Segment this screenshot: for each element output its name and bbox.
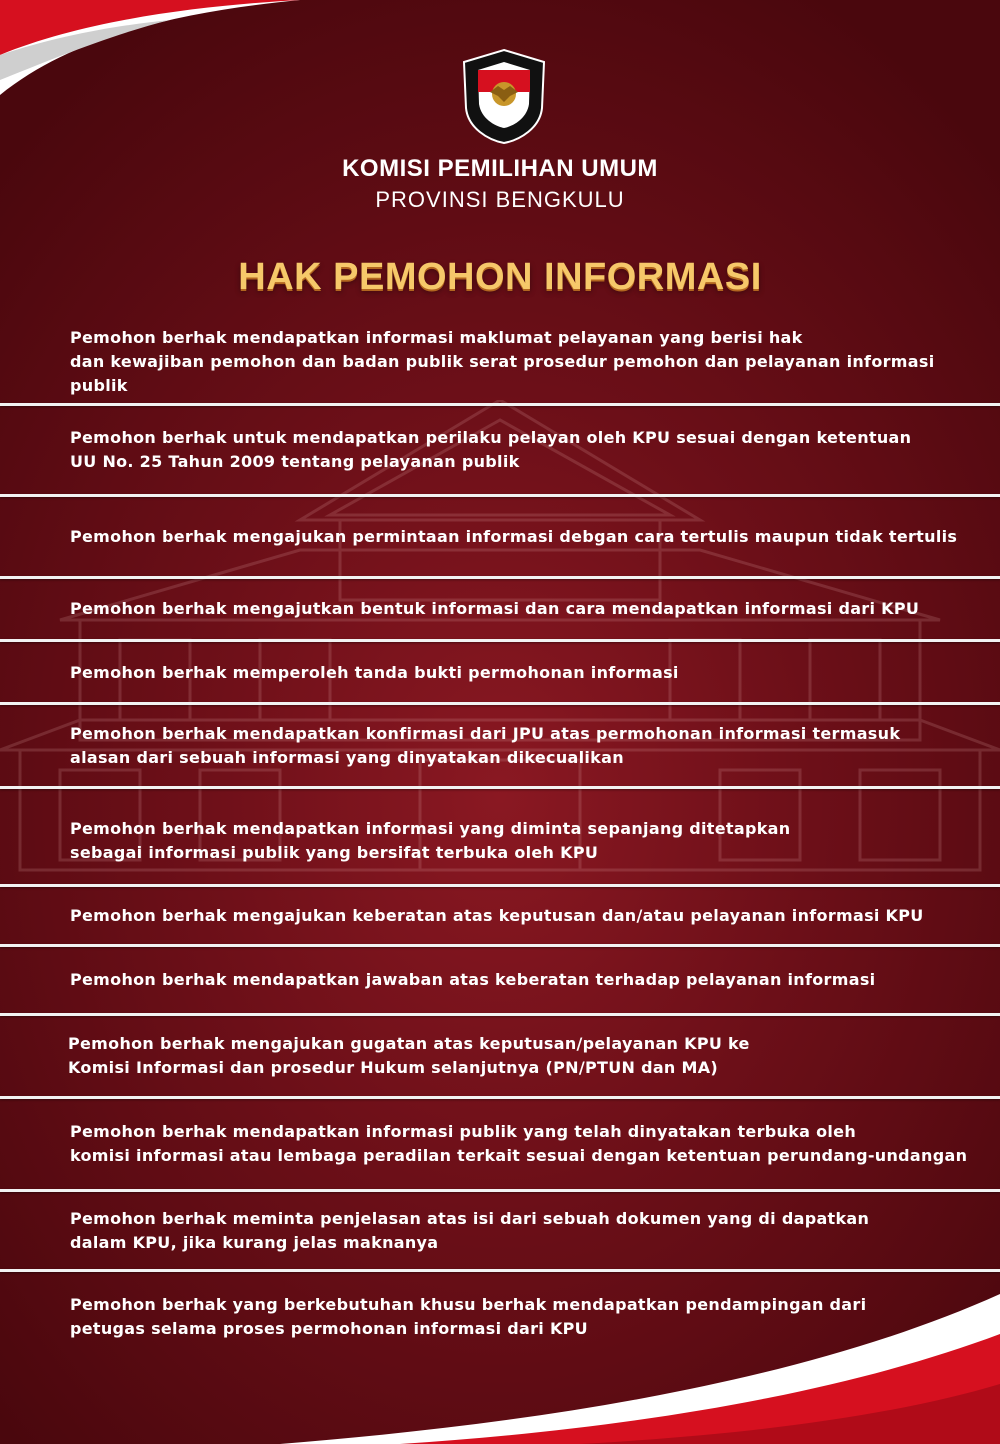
org-subtitle: PROVINSI BENGKULU — [375, 187, 625, 212]
right-text: Pemohon berhak mengajukan permintaan informasi debgan cara tertulis maupun tidak tertulis — [70, 526, 958, 546]
right-item-12 — [0, 1193, 1000, 1269]
right-text: Pemohon berhak mendapatkan informasi publik yang telah dinyatakan terbuka oleh komisi informasi atau lembaga peradilan terkait sesuai dengan ketentuan perundang-undangan — [70, 1122, 968, 1165]
right-text: Pemohon berhak mendapatkan informasi yang diminta sepanjang ditetapkan sebagai informasi publik yang bersifat terbuka oleh KPU — [70, 819, 791, 862]
right-item-4 — [0, 580, 1000, 638]
divider — [0, 1096, 1000, 1099]
divider — [0, 1013, 1000, 1016]
right-item-7 — [0, 800, 1000, 882]
right-text: Pemohon berhak mendapatkan jawaban atas keberatan terhadap pelayanan informasi — [70, 970, 876, 989]
divider — [0, 786, 1000, 789]
right-item-10 — [0, 1017, 1000, 1095]
right-item-5 — [0, 643, 1000, 702]
right-item-9 — [0, 948, 1000, 1012]
right-item-2 — [0, 407, 1000, 493]
right-item-11 — [0, 1100, 1000, 1188]
divider — [0, 576, 1000, 579]
right-item-13 — [0, 1285, 1000, 1349]
right-text: Pemohon berhak mengajukan keberatan atas keputusan dan/atau pelayanan informasi KPU — [70, 905, 924, 925]
right-item-8 — [0, 888, 1000, 943]
divider — [0, 1269, 1000, 1272]
right-text: Pemohon berhak memperoleh tanda bukti permohonan informasi — [70, 662, 679, 682]
right-text: Pemohon berhak yang berkebutuhan khusu berhak mendapatkan pendampingan dari petugas selama proses permohonan informasi dari KPU — [70, 1295, 867, 1338]
right-text: Pemohon berhak mendapatkan konfirmasi dari JPU atas permohonan informasi termasuk alasan dari sebuah informasi yang dinyatakan dikecualikan — [70, 723, 901, 767]
divider — [0, 1189, 1000, 1192]
org-name: KOMISI PEMILIHAN UMUM — [342, 155, 658, 182]
divider — [0, 494, 1000, 497]
right-text: Pemohon berhak mengajukan gugatan atas keputusan/pelayanan KPU ke Komisi Informasi dan prosedur Hukum selanjutnya (PN/PTUN dan MA) — [68, 1034, 750, 1077]
right-item-1 — [0, 322, 1000, 402]
right-text: Pemohon berhak mendapatkan informasi maklumat pelayanan yang berisi hak dan kewajiban pemohon dan badan publik serat prosedur pemohon dan pelayanan informasi publik — [70, 328, 935, 395]
divider — [0, 639, 1000, 642]
divider — [0, 884, 1000, 887]
right-item-3 — [0, 498, 1000, 575]
divider — [0, 702, 1000, 705]
divider — [0, 944, 1000, 947]
right-item-6 — [0, 706, 1000, 785]
right-text: Pemohon berhak untuk mendapatkan perilaku pelayan oleh KPU sesuai dengan ketentuan UU No. 25 Tahun 2009 tentang pelayanan publik — [70, 428, 912, 471]
right-text: Pemohon berhak mengajutkan bentuk informasi dan cara mendapatkan informasi dari KPU — [70, 599, 920, 618]
right-text: Pemohon berhak meminta penjelasan atas isi dari sebuah dokumen yang di dapatkan dalam KPU, jika kurang jelas maknanya — [70, 1209, 870, 1252]
page-title: HAK PEMOHON INFORMASI — [238, 256, 762, 298]
divider — [0, 403, 1000, 406]
